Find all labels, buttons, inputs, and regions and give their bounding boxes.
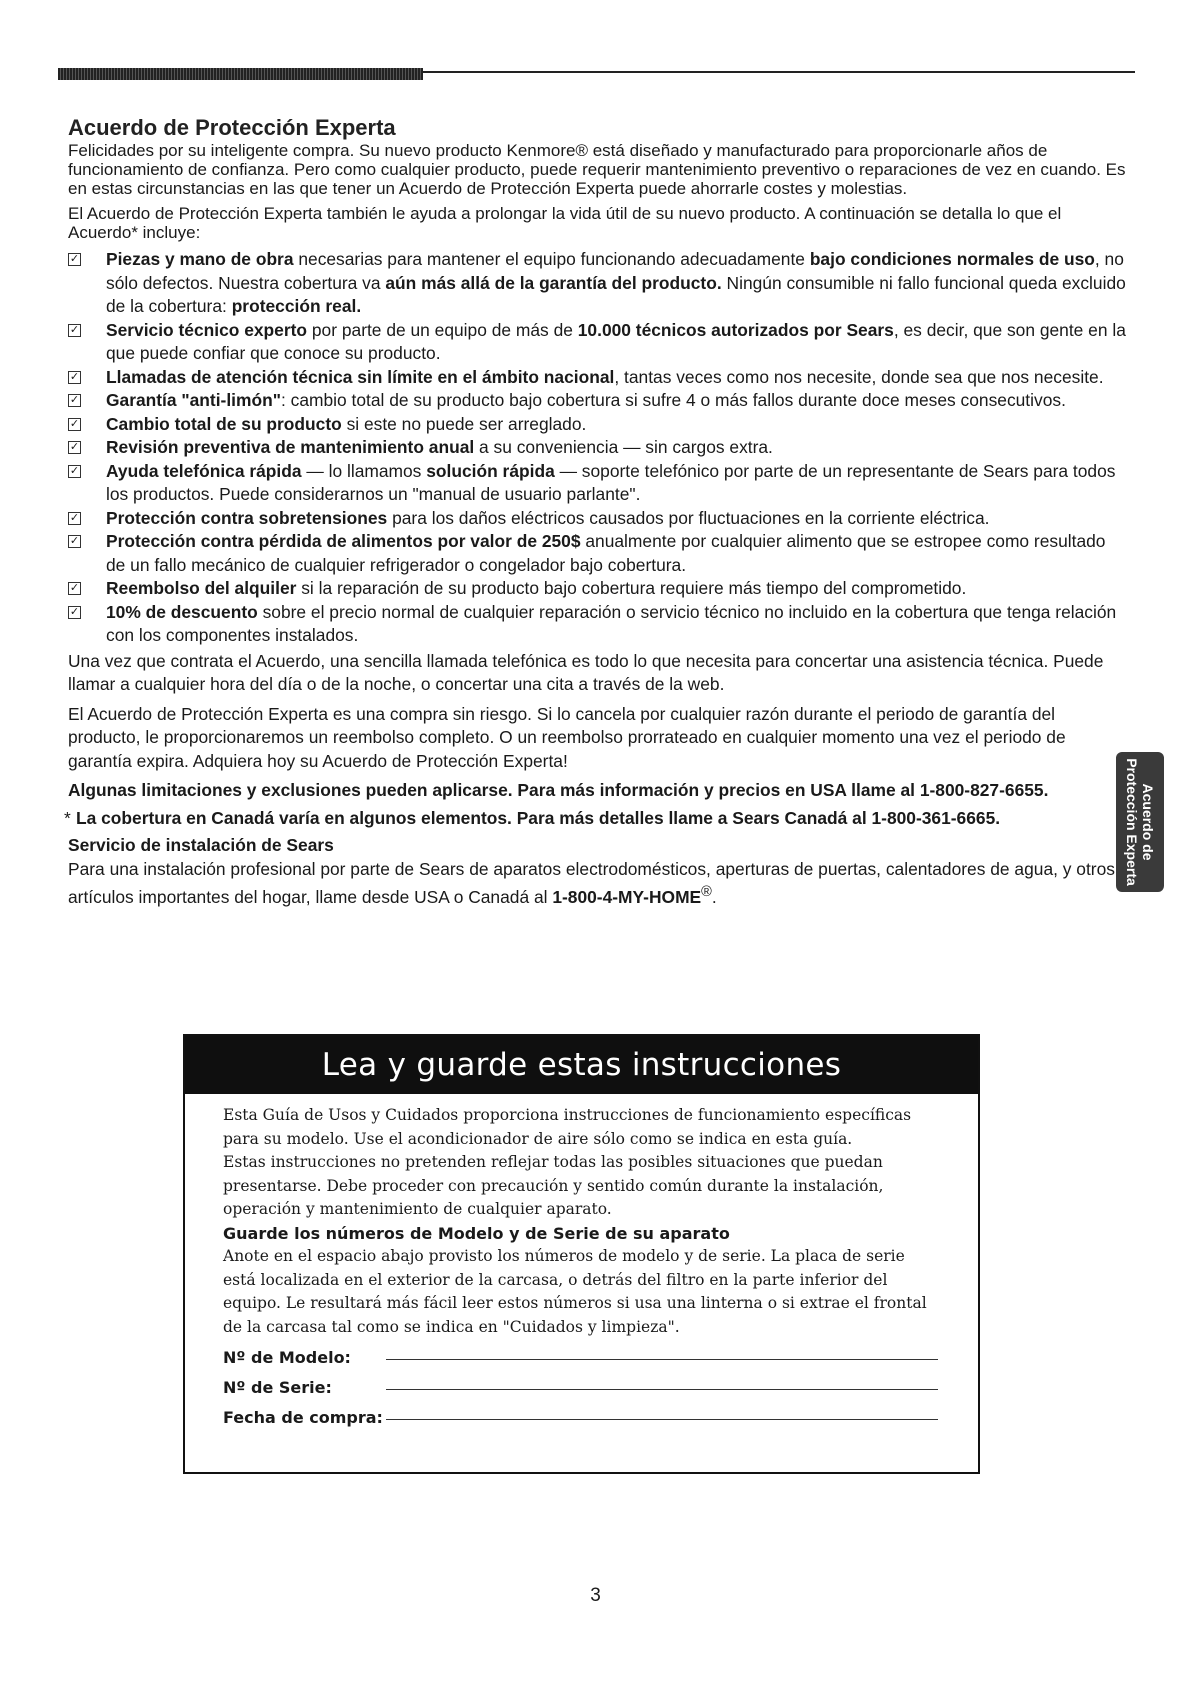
header-rule [423,71,1135,73]
serial-number-heading: Guarde los números de Modelo y de Serie de su aparato [223,1223,730,1243]
serial-number-label: Nº de Serie: [223,1377,332,1397]
list-item: ✓ Protección contra pérdida de alimentos por valor de 250$ anualmente por cualquier alimento que se estropee como resultado de un fallo mecánico de cualquier refrigerador o congelador bajo cobertura. [69,531,1106,575]
list-item: ✓ Reembolso del alquiler si la reparación de su producto bajo cobertura requiere más tiempo del comprometido. [69,578,967,598]
intro-paragraph-1: Felicidades por su inteligente compra. Su nuevo producto Kenmore® está diseñado y manufacturado para proporcionarle años de funcionamiento de confianza. Pero como cualquier producto, puede requerir mantenimiento preventivo o reparaciones de vez en cuando. Es en estas circunstancias en las que tener un Acuerdo de Protección Experta puede ahorrarle costes y molestias. [68,141,1126,198]
instructions-paragraph-1: Esta Guía de Usos y Cuidados proporciona instrucciones de funcionamiento específicas para su modelo. Use el acondicionador de aire sólo como se indica en esta guía. [223,1106,912,1148]
instructions-box-title: Lea y guarde estas instrucciones [321,1047,842,1083]
risk-free-paragraph: El Acuerdo de Protección Experta es una compra sin riesgo. Si lo cancela por cualquier razón durante el periodo de garantía del producto, le proporcionaremos un reembolso completo. O un reembolso prorrateado en cualquier momento una vez el periodo de garantía expira. Adquiera hoy su Acuerdo de Protección Experta! [68,703,1066,771]
instructions-paragraph-2: Estas instrucciones no pretenden reflejar todas las posibles situaciones que puedan presentarse. Debe proceder con precaución y sentido común durante la instalación, operación y mantenimiento de cualquier aparato. [223,1153,884,1218]
section-tab-line-1: Acuerdo de [1140,783,1157,861]
section-tab-line-2: Protección Experta [1124,758,1141,886]
list-item: ✓ Protección contra sobretensiones para los daños eléctricos causados por fluctuaciones en la corriente eléctrica. [69,507,990,528]
intro-paragraph-2: El Acuerdo de Protección Experta también le ayuda a prolongar la vida útil de su nuevo producto. A continuación se detalla lo que el Acuerdo* incluye: [68,204,1062,242]
list-item: ✓ 10% de descuento sobre el precio normal de cualquier reparación o servicio técnico no incluido en la cobertura que tenga relación con los componentes instalados. [69,601,1117,645]
instructions-box-header [185,1036,978,1094]
instructions-box-body [185,1094,978,1429]
section-tab[interactable] [1116,752,1164,892]
header-bar-dark [58,68,423,80]
purchase-date-field [223,1399,942,1429]
serial-number-paragraph: Anote en el espacio abajo provisto los números de modelo y de serie. La placa de serie está localizada en el exterior de la carcasa, o detrás del filtro en la parte inferior del equipo. Le resultará más fácil leer estos números si usa una linterna o si extrae el frontal de la carcasa tal como se indica en "Cuidados y limpieza". [223,1247,927,1336]
installation-heading: Servicio de instalación de Sears [68,835,334,855]
purchase-date-line[interactable] [386,1409,938,1420]
model-number-field [223,1339,942,1369]
instructions-box [183,1034,980,1474]
benefits-list [68,248,1128,648]
model-number-line[interactable] [386,1349,938,1360]
page-title: Acuerdo de Protección Experta [68,115,396,140]
checkbox-icon: ✓ [69,323,80,336]
limitations-notice: Algunas limitaciones y exclusiones pueden aplicarse. Para más información y precios en USA llame al 1-800-827-6655. [68,780,1049,800]
checkbox-icon: ✓ [69,582,80,594]
installation-paragraph: Para una instalación profesional por parte de Sears de aparatos electrodomésticos, aperturas de puertas, calentadores de agua, y otros artículos importantes del hogar, llame desde USA o Canadá al 1-800-4-MY-HOME®. [68,858,1115,907]
purchase-date-label: Fecha de compra: [223,1407,383,1427]
checkbox-icon: ✓ [69,605,80,618]
list-item: ✓ Garantía "anti-limón": cambio total de su producto bajo cobertura si sufre 4 o más fallos durante doce meses consecutivos. [69,390,1066,410]
checkbox-icon: ✓ [69,535,80,547]
checkbox-icon: ✓ [69,511,80,524]
serial-number-line[interactable] [386,1379,938,1390]
list-item: ✓ Ayuda telefónica rápida — lo llamamos solución rápida — soporte telefónico por parte de un representante de Sears para todos los productos. Puede considerarnos un "manual de usuario parlante". [69,460,1116,504]
checkbox-icon: ✓ [69,394,80,406]
serial-number-field [223,1369,942,1399]
canada-notice: * La cobertura en Canadá varía en algunos elementos. Para más detalles llame a Sears Canadá al 1-800-361-6665. [68,807,1128,831]
asterisk-icon: * [64,807,71,828]
model-number-label: Nº de Modelo: [223,1347,351,1367]
list-item: ✓ Llamadas de atención técnica sin límite en el ámbito nacional, tantas veces como nos necesite, donde sea que nos necesite. [69,366,1104,387]
checkbox-icon: ✓ [69,464,80,477]
list-item: ✓ Revisión preventiva de mantenimiento anual a su conveniencia — sin cargos extra. [69,437,773,457]
contract-paragraph: Una vez que contrata el Acuerdo, una sencilla llamada telefónica es todo lo que necesita para concertar una asistencia técnica. Puede llamar a cualquier hora del día o de la noche, o concertar una cita a través de la web. [68,650,1104,694]
page-number: 3 [590,1585,601,1606]
checkbox-icon: ✓ [69,441,80,453]
checkbox-icon: ✓ [69,370,80,383]
list-item: ✓ Servicio técnico experto por parte de un equipo de más de 10.000 técnicos autorizados por Sears, es decir, que son gente en la que puede confiar que conoce su producto. [69,319,1126,363]
checkbox-icon: ✓ [69,253,80,265]
installation-phone: 1-800-4-MY-HOME [552,886,702,907]
list-item: ✓ Piezas y mano de obra necesarias para mantener el equipo funcionando adecuadamente bajo condiciones normales de uso, no sólo defectos. Nuestra cobertura va aún más allá de la garantía del producto. Ningún consumible ni fallo funcional queda excluido de la cobertura: protección real. [69,249,1126,316]
list-item: ✓ Cambio total de su producto si este no puede ser arreglado. [69,413,587,434]
main-content [64,115,1128,915]
checkbox-icon: ✓ [69,417,80,430]
